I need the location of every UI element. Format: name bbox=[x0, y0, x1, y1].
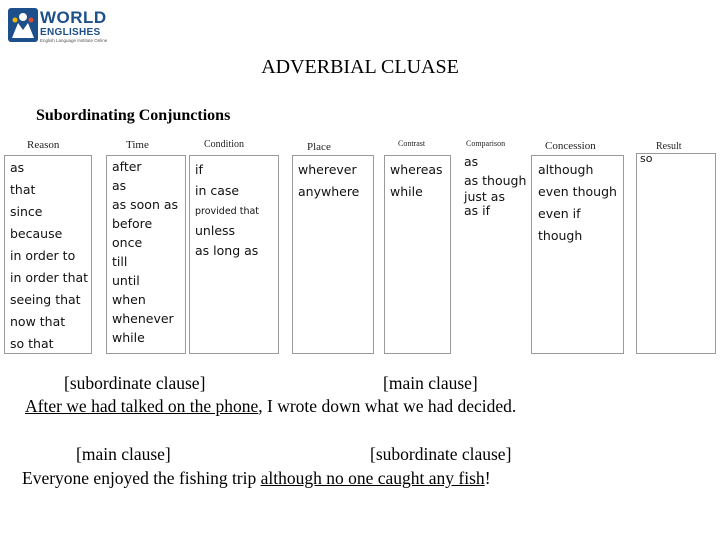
list-item: in order to bbox=[10, 248, 76, 263]
list-item: seeing that bbox=[10, 292, 81, 307]
example1-label-main: [main clause] bbox=[383, 373, 478, 393]
list-item: once bbox=[112, 235, 143, 250]
list-item: even if bbox=[538, 206, 581, 221]
list-item: as bbox=[464, 154, 479, 169]
example1-sentence bbox=[25, 396, 516, 417]
list-item: in case bbox=[195, 183, 240, 198]
result-list bbox=[640, 151, 652, 167]
list-item: as though bbox=[464, 173, 527, 188]
contrast-list bbox=[390, 159, 443, 203]
example2-punctuation: ! bbox=[484, 468, 491, 488]
list-item: although bbox=[538, 162, 594, 177]
header-place: Place bbox=[307, 141, 331, 153]
header-comparison: Comparison bbox=[466, 139, 506, 148]
example2-main-clause: Everyone enjoyed the fishing trip bbox=[22, 468, 261, 488]
header-reason: Reason bbox=[27, 139, 60, 151]
list-item: that bbox=[10, 182, 36, 197]
list-item: before bbox=[112, 216, 153, 231]
list-item: while bbox=[112, 330, 145, 345]
header-contrast: Contrast bbox=[398, 139, 426, 148]
list-item: wherever bbox=[298, 162, 357, 177]
list-item: now that bbox=[10, 314, 66, 329]
list-item: as long as bbox=[195, 243, 259, 258]
list-item: in order that bbox=[10, 270, 89, 285]
list-item: so that bbox=[10, 336, 54, 351]
example2-label-subordinate: [subordinate clause] bbox=[370, 444, 512, 464]
example1-label-subordinate: [subordinate clause] bbox=[64, 373, 206, 393]
list-item: just as bbox=[464, 189, 505, 204]
reason-list bbox=[10, 157, 88, 355]
list-item: as if bbox=[464, 203, 491, 218]
list-item: till bbox=[112, 254, 128, 269]
list-item: when bbox=[112, 292, 146, 307]
list-item: as bbox=[10, 160, 25, 175]
list-item: after bbox=[112, 159, 142, 174]
list-item: even though bbox=[538, 184, 617, 199]
list-item: because bbox=[10, 226, 63, 241]
list-item: provided that bbox=[195, 206, 260, 217]
list-item: whereas bbox=[390, 162, 443, 177]
page-title: ADVERBIAL CLUASE bbox=[261, 56, 459, 78]
globe-people-icon bbox=[8, 8, 38, 42]
example2-sentence bbox=[22, 468, 491, 489]
list-item: though bbox=[538, 228, 583, 243]
example2-subordinate-clause: although no one caught any fish bbox=[260, 468, 485, 488]
place-list bbox=[298, 159, 359, 203]
list-item: anywhere bbox=[298, 184, 360, 199]
list-item: while bbox=[390, 184, 423, 199]
list-item: as bbox=[112, 178, 127, 193]
result-box bbox=[636, 153, 716, 354]
list-item: since bbox=[10, 204, 43, 219]
list-item: if bbox=[195, 162, 203, 177]
example2-label-main: [main clause] bbox=[76, 444, 171, 464]
list-item: unless bbox=[195, 223, 236, 238]
header-result: Result bbox=[656, 141, 682, 152]
logo-wordmark: WORLD ENGLISHES English Language Institute Online bbox=[40, 8, 108, 43]
list-item: so bbox=[640, 152, 653, 165]
section-subtitle: Subordinating Conjunctions bbox=[36, 107, 231, 124]
condition-list bbox=[195, 159, 259, 261]
list-item: whenever bbox=[112, 311, 174, 326]
header-condition: Condition bbox=[204, 139, 245, 150]
example1-subordinate-clause: After we had talked on the phone bbox=[25, 396, 259, 416]
example1-main-clause: , I wrote down what we had decided. bbox=[258, 396, 517, 416]
list-item: until bbox=[112, 273, 140, 288]
list-item: as soon as bbox=[112, 197, 179, 212]
time-list bbox=[112, 157, 178, 347]
header-time: Time bbox=[126, 139, 149, 151]
concession-list bbox=[538, 159, 617, 247]
header-concession: Concession bbox=[545, 140, 596, 152]
comparison-list bbox=[464, 152, 526, 217]
